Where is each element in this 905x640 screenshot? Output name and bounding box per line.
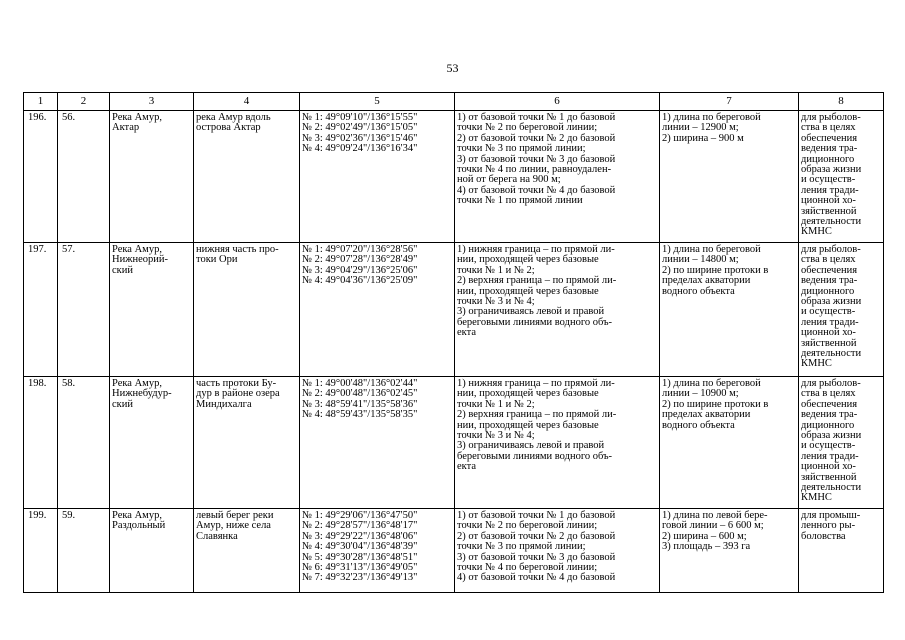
- cell-text-line: Река Амур,: [112, 378, 162, 389]
- cell-text-line: и осуществ-: [801, 306, 856, 318]
- cell-text-line: точки № 1 по прямой линии: [457, 195, 583, 207]
- cell-text-line: точки № 4 по береговой линии;: [457, 562, 598, 574]
- header-col-5: 5: [300, 93, 455, 111]
- item-number-cell: 57.: [58, 243, 110, 377]
- cell-text-line: линии – 12900 м;: [662, 122, 739, 134]
- cell-text-line: ведения тра-: [801, 275, 858, 287]
- cell-text-line: ционной хо-: [801, 461, 856, 473]
- cell-text-line: № 3: 48°59'41"/135°58'36": [302, 398, 418, 410]
- purpose-cell: [799, 377, 884, 509]
- cell-text-line: обеспечения: [801, 132, 858, 144]
- cell-text-line: № 1: 49°07'20"/136°28'56": [302, 244, 418, 255]
- cell-text-line: ленного ры-: [801, 520, 856, 532]
- cell-text-line: ционной хо-: [801, 195, 856, 207]
- cell-text-line: диционного: [801, 285, 855, 297]
- cell-text-line: дур в районе озера: [196, 388, 280, 400]
- cell-text-line: № 2: 49°00'48"/136°02'45": [302, 388, 418, 400]
- cell-text-line: № 1: 49°09'10"/136°15'55": [302, 112, 418, 123]
- cell-text-line: нии, проходящей через базовые: [457, 285, 599, 297]
- cell-text-line: № 1: 49°29'06"/136°47'50": [302, 510, 418, 521]
- cell-text-line: ционной хо-: [801, 327, 856, 339]
- cell-text-line: № 3: 49°02'36"/136°15'46": [302, 132, 418, 144]
- header-col-8: 8: [799, 93, 884, 111]
- cell-text-line: диционного: [801, 153, 855, 165]
- cell-text-line: образа жизни: [801, 164, 862, 176]
- cell-text-line: нии, проходящей через базовые: [457, 388, 599, 400]
- cell-text-line: ления тради-: [801, 184, 859, 196]
- cell-text-line: ства в целях: [801, 388, 856, 400]
- cell-text-line: зяйственной: [801, 337, 857, 349]
- cell-text-line: деятельности: [801, 348, 862, 360]
- location-cell: [194, 509, 300, 593]
- cell-text-line: № 3: 49°29'22"/136°48'06": [302, 530, 418, 542]
- cell-text-line: точки № 3 по прямой линии;: [457, 541, 586, 553]
- cell-text-line: деятельности: [801, 482, 862, 494]
- dimensions-cell: [660, 377, 799, 509]
- cell-text-line: № 6: 49°31'13"/136°49'05": [302, 562, 418, 574]
- cell-text-line: для рыболов-: [801, 378, 861, 389]
- cell-text-line: КМНС: [801, 358, 832, 370]
- cell-text-line: точки № 3 и № 4;: [457, 430, 535, 442]
- cell-text-line: точки № 2 по береговой линии;: [457, 520, 598, 532]
- cell-text-line: 4) от базовой точки № 4 до базовой: [457, 572, 616, 584]
- cell-text-line: № 7: 49°32'23"/136°49'13": [302, 572, 418, 584]
- cell-text-line: говой линии – 6 600 м;: [662, 520, 764, 532]
- cell-text-line: 1) нижняя граница – по прямой ли-: [457, 378, 615, 389]
- cell-text-line: 2) от базовой точки № 2 до базовой: [457, 530, 616, 542]
- cell-text-line: 1) длина по левой бере-: [662, 510, 768, 521]
- cell-text-line: и осуществ-: [801, 174, 856, 186]
- fishing-areas-table: [23, 92, 884, 593]
- header-col-1: 1: [24, 93, 58, 111]
- cell-text-line: обеспечения: [801, 398, 858, 410]
- cell-text-line: диционного: [801, 419, 855, 431]
- cell-text-line: 1) нижняя граница – по прямой ли-: [457, 244, 615, 255]
- cell-text-line: Река Амур,: [112, 244, 162, 255]
- row-number-cell: 197.: [24, 243, 58, 377]
- area-name-cell: [110, 377, 194, 509]
- coordinates-cell: [300, 377, 455, 509]
- cell-text-line: КМНС: [801, 492, 832, 504]
- table-row: [24, 509, 884, 593]
- table-row: [24, 243, 884, 377]
- cell-text-line: водного объекта: [662, 285, 735, 297]
- cell-text-line: линии – 14800 м;: [662, 254, 739, 266]
- cell-text-line: 4) от базовой точки № 4 до базовой: [457, 184, 616, 196]
- cell-text-line: 2) от базовой точки № 2 до базовой: [457, 132, 616, 144]
- cell-text-line: пределах акватории: [662, 409, 751, 421]
- cell-text-line: Река Амур,: [112, 510, 162, 521]
- cell-text-line: 3) от базовой точки № 3 до базовой: [457, 551, 616, 563]
- cell-text-line: № 2: 49°02'49"/136°15'05": [302, 122, 418, 134]
- coordinates-cell: [300, 509, 455, 593]
- cell-text-line: ления тради-: [801, 316, 859, 328]
- cell-text-line: образа жизни: [801, 430, 862, 442]
- boundaries-description-cell: [455, 509, 660, 593]
- dimensions-cell: [660, 509, 799, 593]
- cell-text-line: № 4: 49°30'04"/136°48'39": [302, 541, 418, 553]
- location-cell: [194, 243, 300, 377]
- cell-text-line: острова Актар: [196, 122, 261, 134]
- cell-text-line: для промыш-: [801, 510, 861, 521]
- boundaries-description-cell: [455, 111, 660, 243]
- cell-text-line: 3) от базовой точки № 3 до базовой: [457, 153, 616, 165]
- cell-text-line: точки № 1 и № 2;: [457, 264, 535, 276]
- cell-text-line: № 2: 49°07'28"/136°28'49": [302, 254, 418, 266]
- cell-text-line: ский: [112, 398, 133, 410]
- header-row: [24, 93, 884, 111]
- location-cell: [194, 111, 300, 243]
- cell-text-line: Река Амур,: [112, 112, 162, 123]
- boundaries-description-cell: [455, 377, 660, 509]
- cell-text-line: точки № 3 и № 4;: [457, 296, 535, 308]
- cell-text-line: 2) ширина – 600 м;: [662, 530, 747, 542]
- cell-text-line: для рыболов-: [801, 244, 861, 255]
- cell-text-line: Славянка: [196, 530, 238, 542]
- area-name-cell: [110, 509, 194, 593]
- header-col-3: 3: [110, 93, 194, 111]
- row-number-cell: 196.: [24, 111, 58, 243]
- header-col-4: 4: [194, 93, 300, 111]
- cell-text-line: линии – 10900 м;: [662, 388, 739, 400]
- coordinates-cell: [300, 111, 455, 243]
- cell-text-line: ления тради-: [801, 450, 859, 462]
- cell-text-line: 1) от базовой точки № 1 до базовой: [457, 112, 616, 123]
- item-number-cell: 58.: [58, 377, 110, 509]
- row-number-cell: 199.: [24, 509, 58, 593]
- cell-text-line: Раздольный: [112, 520, 166, 532]
- cell-text-line: образа жизни: [801, 296, 862, 308]
- cell-text-line: ной от берега на 900 м;: [457, 174, 561, 186]
- cell-text-line: 2) по ширине протоки в: [662, 264, 769, 276]
- cell-text-line: для рыболов-: [801, 112, 861, 123]
- cell-text-line: ведения тра-: [801, 143, 858, 155]
- cell-text-line: деятельности: [801, 216, 862, 228]
- purpose-cell: [799, 243, 884, 377]
- cell-text-line: № 1: 49°00'48"/136°02'44": [302, 378, 418, 389]
- cell-text-line: водного объекта: [662, 419, 735, 431]
- item-number-cell: 56.: [58, 111, 110, 243]
- cell-text-line: и осуществ-: [801, 440, 856, 452]
- cell-text-line: 3) ограничиваясь левой и правой: [457, 440, 605, 452]
- cell-text-line: обеспечения: [801, 264, 858, 276]
- cell-text-line: 2) по ширине протоки в: [662, 398, 769, 410]
- cell-text-line: екта: [457, 461, 477, 473]
- cell-text-line: река Амур вдоль: [196, 112, 271, 123]
- row-number-cell: 198.: [24, 377, 58, 509]
- cell-text-line: левый берег реки: [196, 510, 274, 521]
- location-cell: [194, 377, 300, 509]
- area-name-cell: [110, 111, 194, 243]
- item-number-cell: 59.: [58, 509, 110, 593]
- cell-text-line: точки № 4 по линии, равноудален-: [457, 164, 612, 176]
- cell-text-line: боловства: [801, 530, 846, 542]
- cell-text-line: 3) площадь – 393 га: [662, 541, 751, 553]
- cell-text-line: 2) ширина – 900 м: [662, 132, 744, 144]
- cell-text-line: КМНС: [801, 226, 832, 238]
- cell-text-line: № 4: 49°09'24"/136°16'34": [302, 143, 418, 155]
- cell-text-line: № 4: 49°04'36"/136°25'09": [302, 275, 418, 287]
- dimensions-cell: [660, 243, 799, 377]
- cell-text-line: ства в целях: [801, 254, 856, 266]
- cell-text-line: Нижнебудур-: [112, 388, 172, 400]
- cell-text-line: № 2: 49°28'57"/136°48'17": [302, 520, 418, 532]
- cell-text-line: Нижнеорий-: [112, 254, 168, 266]
- purpose-cell: [799, 111, 884, 243]
- header-col-7: 7: [660, 93, 799, 111]
- table-row: [24, 377, 884, 509]
- cell-text-line: точки № 1 и № 2;: [457, 398, 535, 410]
- cell-text-line: № 3: 49°04'29"/136°25'06": [302, 264, 418, 276]
- cell-text-line: береговыми линиями водного объ-: [457, 316, 613, 328]
- cell-text-line: 3) ограничиваясь левой и правой: [457, 306, 605, 318]
- cell-text-line: точки № 3 по прямой линии;: [457, 143, 586, 155]
- cell-text-line: 2) верхняя граница – по прямой ли-: [457, 409, 617, 421]
- coordinates-cell: [300, 243, 455, 377]
- cell-text-line: береговыми линиями водного объ-: [457, 450, 613, 462]
- cell-text-line: № 4: 48°59'43"/135°58'35": [302, 409, 418, 421]
- cell-text-line: ства в целях: [801, 122, 856, 134]
- cell-text-line: ский: [112, 264, 133, 276]
- header-col-2: 2: [58, 93, 110, 111]
- cell-text-line: часть протоки Бу-: [196, 378, 277, 389]
- cell-text-line: 1) длина по береговой: [662, 112, 761, 123]
- table-row: [24, 111, 884, 243]
- header-col-6: 6: [455, 93, 660, 111]
- cell-text-line: екта: [457, 327, 477, 339]
- cell-text-line: токи Ори: [196, 254, 238, 266]
- cell-text-line: зяйственной: [801, 471, 857, 483]
- cell-text-line: нии, проходящей через базовые: [457, 254, 599, 266]
- purpose-cell: [799, 509, 884, 593]
- cell-text-line: № 5: 49°30'28"/136°48'51": [302, 551, 418, 563]
- cell-text-line: ведения тра-: [801, 409, 858, 421]
- cell-text-line: Актар: [112, 122, 140, 134]
- area-name-cell: [110, 243, 194, 377]
- dimensions-cell: [660, 111, 799, 243]
- cell-text-line: пределах акватории: [662, 275, 751, 287]
- page-number: 53: [446, 61, 459, 75]
- cell-text-line: 1) длина по береговой: [662, 378, 761, 389]
- boundaries-description-cell: [455, 243, 660, 377]
- cell-text-line: 1) длина по береговой: [662, 244, 761, 255]
- cell-text-line: Амур, ниже села: [196, 520, 271, 532]
- cell-text-line: нижняя часть про-: [196, 244, 279, 255]
- cell-text-line: 1) от базовой точки № 1 до базовой: [457, 510, 616, 521]
- cell-text-line: нии, проходящей через базовые: [457, 419, 599, 431]
- cell-text-line: 2) верхняя граница – по прямой ли-: [457, 275, 617, 287]
- cell-text-line: точки № 2 по береговой линии;: [457, 122, 598, 134]
- cell-text-line: Миндихалга: [196, 398, 252, 410]
- cell-text-line: зяйственной: [801, 205, 857, 217]
